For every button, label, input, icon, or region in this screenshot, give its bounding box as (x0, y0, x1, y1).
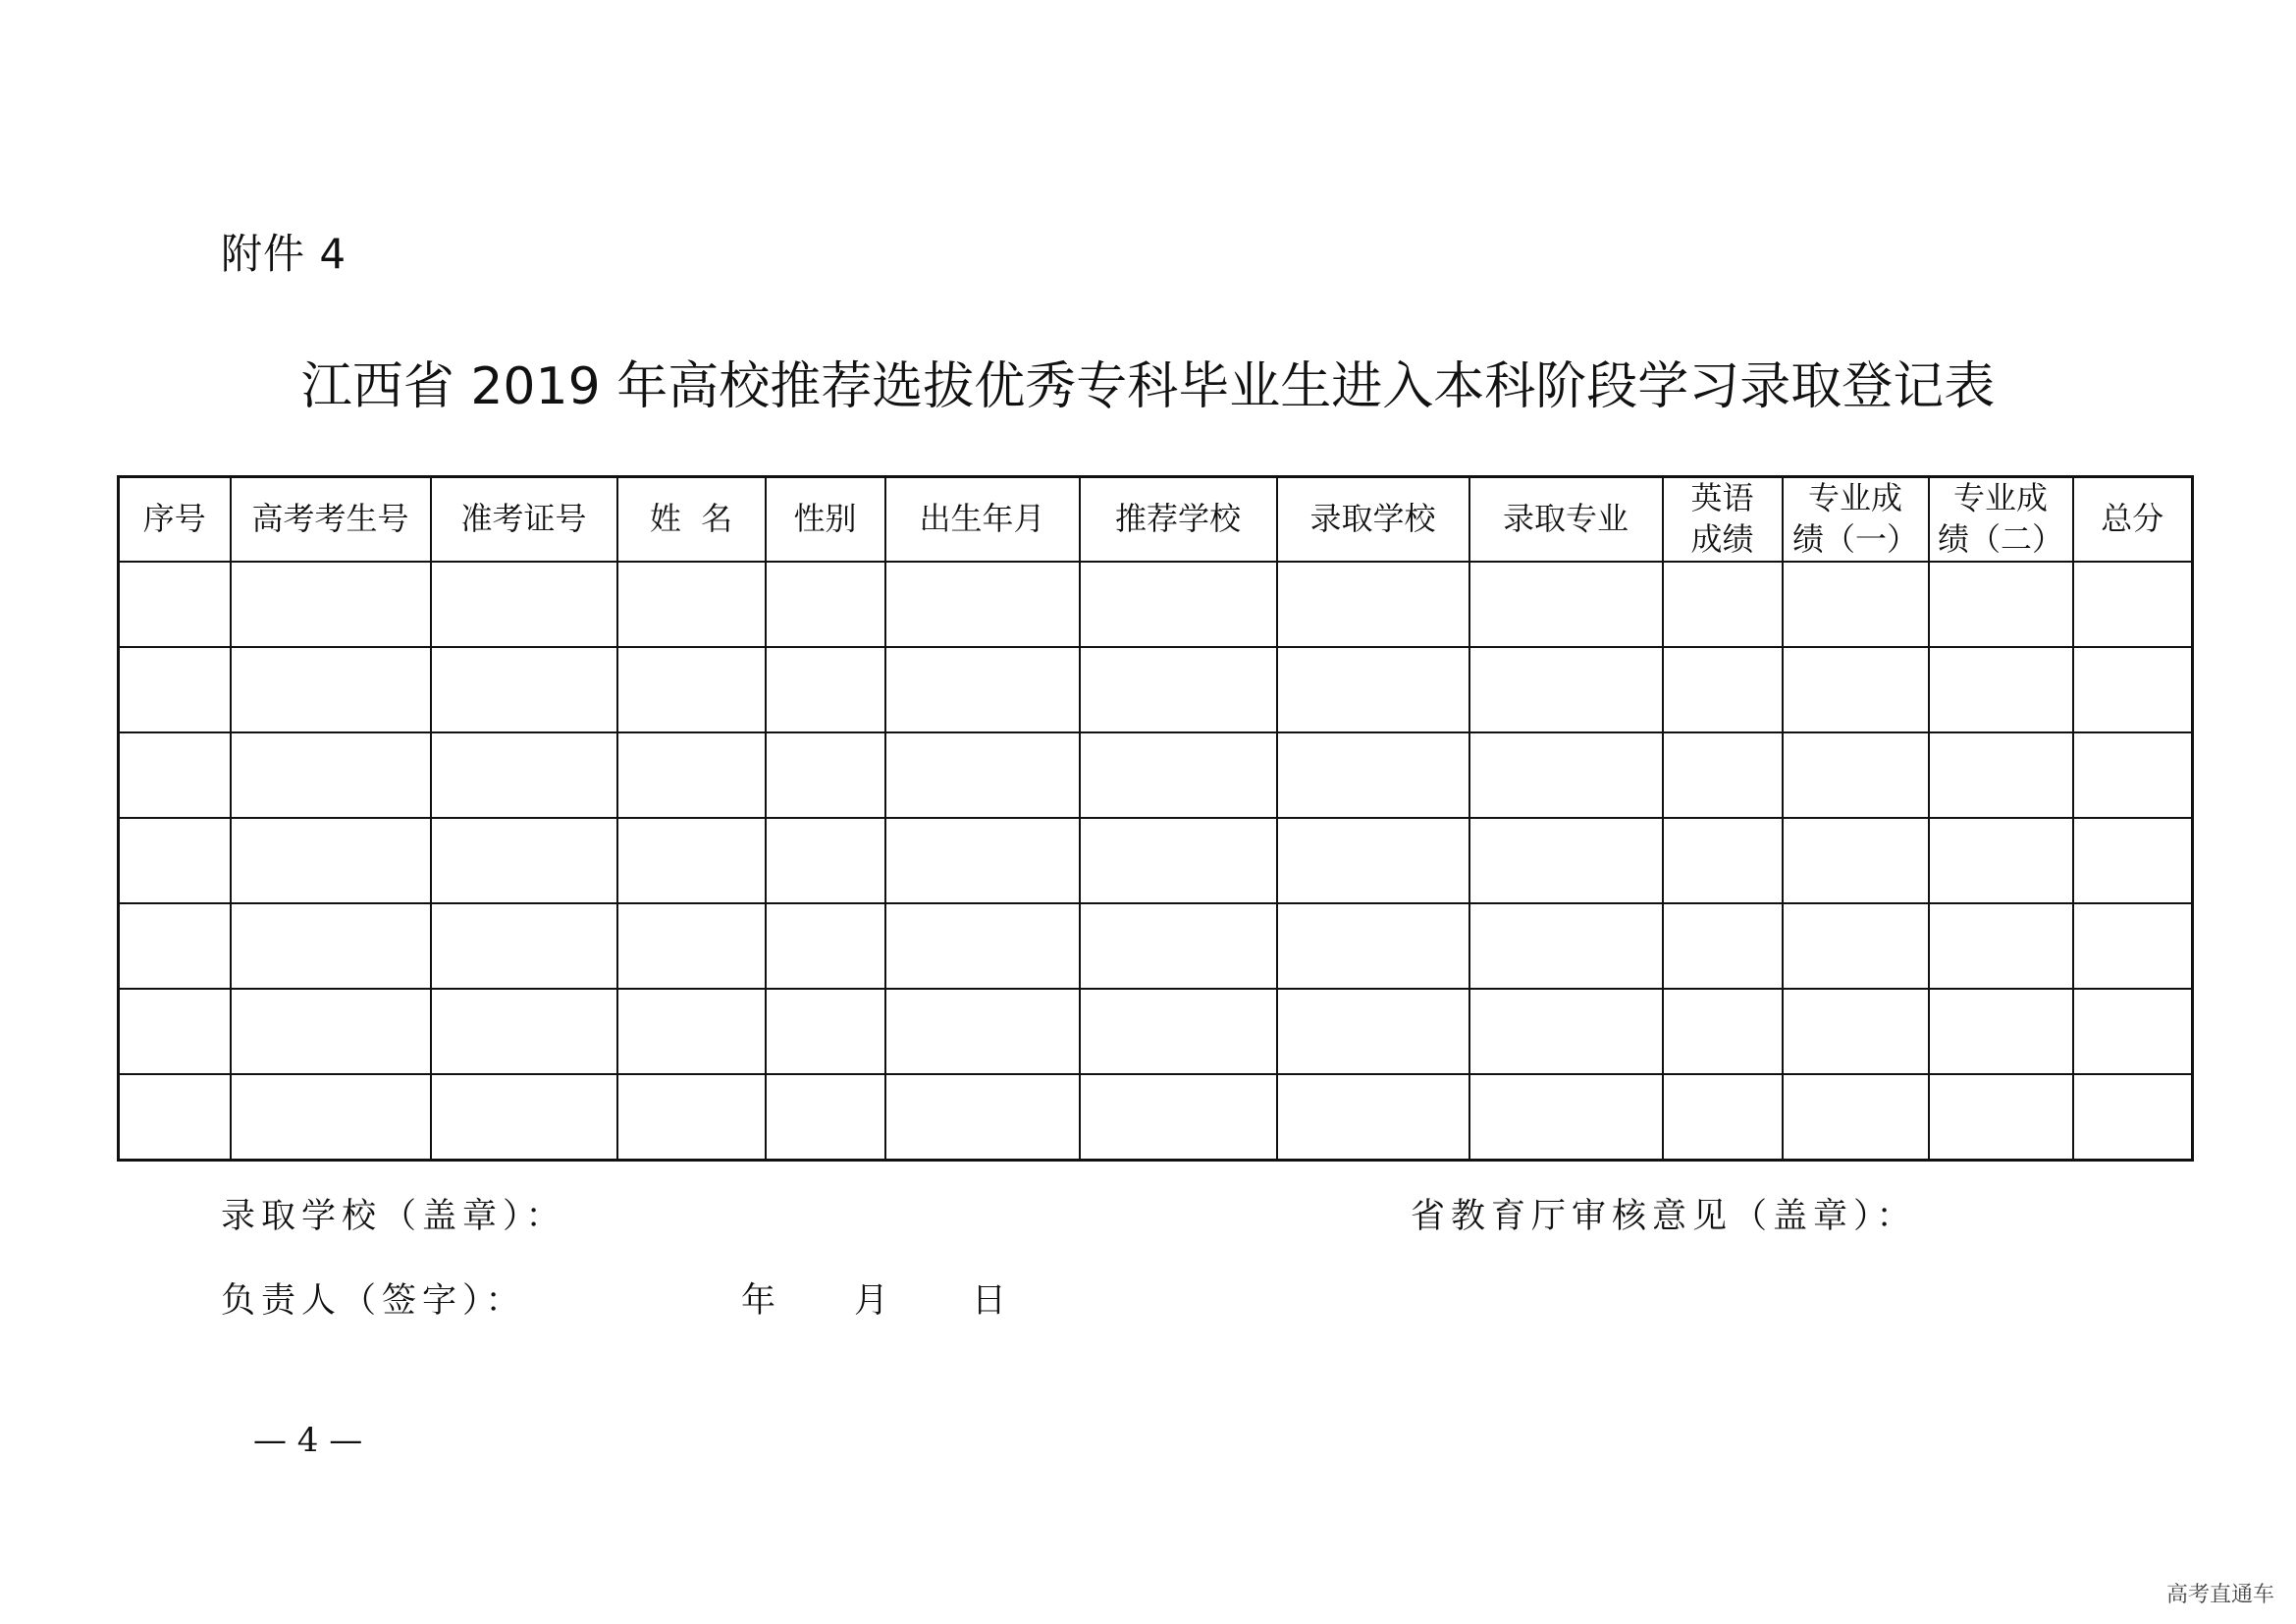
document-title: 江西省 2019 年高校推荐选拔优秀专科毕业生进入本科阶段学习录取登记表 (300, 357, 1996, 416)
table-row (119, 732, 2193, 818)
table-cell (431, 562, 617, 647)
table-cell (2073, 989, 2193, 1074)
table-cell (1277, 732, 1469, 818)
header-admitted-major: 录取专业 (1469, 477, 1663, 563)
header-gender: 性别 (766, 477, 885, 563)
table-cell (119, 1074, 231, 1161)
table-cell (2073, 903, 2193, 989)
table-cell (617, 647, 766, 732)
table-row (119, 818, 2193, 903)
table-cell (1277, 562, 1469, 647)
table-row (119, 989, 2193, 1074)
table-cell (1663, 989, 1783, 1074)
table-cell (119, 647, 231, 732)
table-cell (1080, 818, 1277, 903)
table-cell (1080, 903, 1277, 989)
table-row (119, 1074, 2193, 1161)
table-cell (617, 989, 766, 1074)
table-cell (1929, 818, 2073, 903)
table-row (119, 903, 2193, 989)
table-cell (231, 562, 431, 647)
table-cell (1929, 1074, 2073, 1161)
table-cell (1277, 989, 1469, 1074)
table-cell (2073, 562, 2193, 647)
header-total-score: 总分 (2073, 477, 2193, 563)
table-cell (119, 732, 231, 818)
date-month-label: 月 (854, 1281, 895, 1321)
table-cell (885, 732, 1080, 818)
table-cell (1469, 647, 1663, 732)
header-english-score: 英语 成绩 (1663, 477, 1783, 563)
table-cell (617, 903, 766, 989)
table-cell (885, 989, 1080, 1074)
attachment-label: 附件 4 (221, 230, 347, 278)
table-cell (617, 732, 766, 818)
table-cell (231, 818, 431, 903)
date-day-label: 日 (972, 1281, 1013, 1321)
table-cell (1663, 732, 1783, 818)
table-cell (231, 647, 431, 732)
table-cell (766, 989, 885, 1074)
header-admitting-school: 录取学校 (1277, 477, 1469, 563)
admitting-school-seal-label: 录取学校（盖章）： (221, 1197, 566, 1236)
table-cell (2073, 818, 2193, 903)
table-cell (119, 818, 231, 903)
table-cell (231, 903, 431, 989)
table-cell (1080, 989, 1277, 1074)
table-cell (231, 989, 431, 1074)
header-row (119, 477, 2193, 563)
table-row (119, 562, 2193, 647)
header-admission-ticket-number: 准考证号 (431, 477, 617, 563)
table-cell (1783, 1074, 1929, 1161)
header-name: 姓 名 (617, 477, 766, 563)
table-cell (431, 818, 617, 903)
page-number: — 4 — (253, 1421, 363, 1460)
table-cell (431, 732, 617, 818)
table-cell (766, 903, 885, 989)
table-cell (231, 1074, 431, 1161)
table-cell (231, 732, 431, 818)
registration-table (117, 475, 2194, 1162)
table-cell (617, 562, 766, 647)
header-exam-candidate-number: 高考考生号 (231, 477, 431, 563)
education-dept-opinion-label: 省教育厅审核意见（盖章）： (1411, 1197, 1917, 1236)
table-cell (885, 1074, 1080, 1161)
table-cell (1277, 1074, 1469, 1161)
table-cell (1080, 732, 1277, 818)
table-cell (1663, 1074, 1783, 1161)
table-cell (1277, 647, 1469, 732)
table-cell (1080, 562, 1277, 647)
table-cell (1469, 732, 1663, 818)
table-cell (1929, 732, 2073, 818)
table-cell (1929, 647, 2073, 732)
table-cell (1929, 903, 2073, 989)
table-cell (1469, 989, 1663, 1074)
table-cell (119, 903, 231, 989)
table-cell (1469, 818, 1663, 903)
table-cell (2073, 732, 2193, 818)
table-cell (885, 647, 1080, 732)
header-birth-date: 出生年月 (885, 477, 1080, 563)
table-cell (1663, 562, 1783, 647)
table-cell (1663, 818, 1783, 903)
responsible-person-label: 负责人（签字）： (221, 1281, 526, 1321)
table-cell (431, 1074, 617, 1161)
table-cell (617, 818, 766, 903)
table-cell (766, 818, 885, 903)
date-year-label: 年 (741, 1281, 782, 1321)
table-cell (1783, 647, 1929, 732)
table-cell (1663, 647, 1783, 732)
table-cell (1469, 903, 1663, 989)
header-recommending-school: 推荐学校 (1080, 477, 1277, 563)
table-cell (766, 647, 885, 732)
header-major-score-1: 专业成 绩（一） (1783, 477, 1929, 563)
table-cell (617, 1074, 766, 1161)
table-cell (431, 647, 617, 732)
table-cell (1783, 732, 1929, 818)
table-cell (885, 562, 1080, 647)
header-major-score-2: 专业成 绩（二） (1929, 477, 2073, 563)
table-cell (766, 562, 885, 647)
table-body (119, 562, 2193, 1161)
watermark: 高考直通车 (2161, 1576, 2280, 1610)
table-cell (1783, 989, 1929, 1074)
table-cell (1783, 562, 1929, 647)
header-serial: 序号 (119, 477, 231, 563)
table-cell (431, 989, 617, 1074)
table-cell (1469, 1074, 1663, 1161)
table-cell (1277, 818, 1469, 903)
table-cell (119, 562, 231, 647)
table-cell (431, 903, 617, 989)
table-cell (766, 1074, 885, 1161)
table-cell (1663, 903, 1783, 989)
table-cell (2073, 647, 2193, 732)
table-cell (1783, 903, 1929, 989)
table-cell (1277, 903, 1469, 989)
table-cell (1080, 1074, 1277, 1161)
table-cell (766, 732, 885, 818)
table-cell (1929, 989, 2073, 1074)
table-row (119, 647, 2193, 732)
table-cell (1080, 647, 1277, 732)
table-cell (1783, 818, 1929, 903)
table-cell (2073, 1074, 2193, 1161)
table-cell (885, 818, 1080, 903)
table-cell (1469, 562, 1663, 647)
table-cell (119, 989, 231, 1074)
table-cell (885, 903, 1080, 989)
table-cell (1929, 562, 2073, 647)
